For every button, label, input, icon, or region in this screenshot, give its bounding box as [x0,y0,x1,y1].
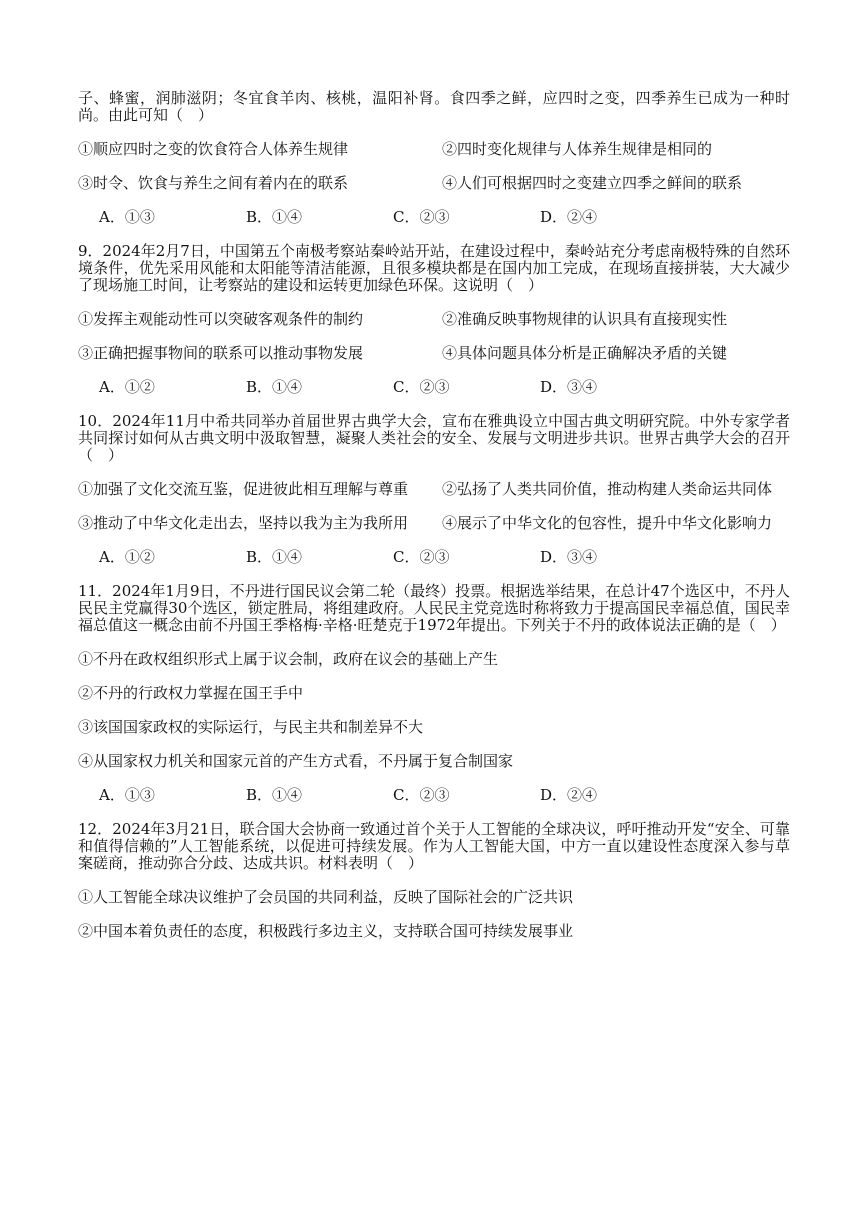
q10-choice-c: C．②③ [393,548,450,566]
q11-option-3: ③该国国家政权的实际运行，与民主共和制差异不大 [78,718,424,736]
q9-choice-d: D．③④ [540,378,598,396]
q8-answer-choices [78,209,790,226]
q8-option-4: ④人们可根据四时之变建立四季之鲜间的联系 [442,174,743,192]
q9-choice-a: A．①② [99,378,155,396]
q8-choice-a: A．①③ [99,208,155,226]
q9-option-1: ①发挥主观能动性可以突破客观条件的制约 [78,310,364,328]
q8-options-row-1 [78,141,790,158]
q8-choice-b: B．①④ [246,208,303,226]
q10-choice-b: B．①④ [246,548,303,566]
q11-stem: 11．2024年1月9日，不丹进行国民议会第二轮（最终）投票。根据选举结果，在总计47个选区中，不丹人民民主党赢得30个选区，锁定胜局，将组建政府。人民民主党竞选时称将致力于提高国民幸福总值，国民幸福总值这一概念由前不丹国王季格梅·辛格·旺楚克于1972年提出。下列关于不丹的政体说法正确的是（ ） [78,582,790,634]
q10-option-2: ②弘扬了人类共同价值，推动构建人类命运共同体 [442,480,773,498]
q9-option-4: ④具体问题具体分析是正确解决矛盾的关键 [442,344,728,362]
q12-option-1: ①人工智能全球决议维护了会员国的共同利益，反映了国际社会的广泛共识 [78,888,574,906]
q10-options-row-1 [78,481,790,498]
q11-choice-b: B．①④ [246,786,303,804]
q9-stem: 9．2024年2月7日，中国第五个南极考察站秦岭站开站，在建设过程中，秦岭站充分考虑南极特殊的自然环境条件，优先采用风能和太阳能等清洁能源，且很多模块都是在国内加工完成，在现场直接拼装，大大减少了现场施工时间，让考察站的建设和运转更加绿色环保。这说明（ ） [78,242,790,294]
q9-options-row-1 [78,311,790,328]
q11-choice-a: A．①③ [99,786,155,804]
q9-choice-b: B．①④ [246,378,303,396]
q10-answer-choices [78,549,790,566]
q8-stem: 子、蜂蜜，润肺滋阴；冬宜食羊肉、核桃，温阳补肾。食四季之鲜，应四时之变，四季养生已成为一种时尚。由此可知（ ） [78,89,790,124]
q11-choice-d: D．②④ [540,786,598,804]
exam-page [78,90,790,957]
q8-choice-c: C．②③ [393,208,450,226]
q8-choice-d: D．②④ [540,208,598,226]
q8-option-3: ③时令、饮食与养生之间有着内在的联系 [78,174,349,192]
q9-choice-c: C．②③ [393,378,450,396]
q11-option-1: ①不丹在政权组织形式上属于议会制，政府在议会的基础上产生 [78,650,499,668]
q10-options-row-2 [78,515,790,532]
q9-option-3: ③正确把握事物间的联系可以推动事物发展 [78,344,364,362]
q10-choice-a: A．①② [99,548,155,566]
q9-answer-choices [78,379,790,396]
q10-option-1: ①加强了文化交流互鉴，促进彼此相互理解与尊重 [78,480,409,498]
q8-options-row-2 [78,175,790,192]
q12-option-2: ②中国本着负责任的态度，积极践行多边主义，支持联合国可持续发展事业 [78,922,574,940]
q10-choice-d: D．③④ [540,548,598,566]
q11-option-2: ②不丹的行政权力掌握在国王手中 [78,684,304,702]
q10-option-3: ③推动了中华文化走出去，坚持以我为主为我所用 [78,514,409,532]
q8-option-1: ①顺应四时之变的饮食符合人体养生规律 [78,140,349,158]
q10-option-4: ④展示了中华文化的包容性，提升中华文化影响力 [442,514,773,532]
q11-answer-choices [78,787,790,804]
q9-option-2: ②准确反映事物规律的认识具有直接现实性 [442,310,728,328]
q11-option-4: ④从国家权力机关和国家元首的产生方式看，不丹属于复合制国家 [78,752,514,770]
q8-option-2: ②四时变化规律与人体养生规律是相同的 [442,140,713,158]
q9-options-row-2 [78,345,790,362]
q10-stem: 10．2024年11月中希共同举办首届世界古典学大会，宣布在雅典设立中国古典文明研究院。中外专家学者共同探讨如何从古典文明中汲取智慧，凝聚人类社会的安全、发展与文明进步共识。世界古典学大会的召开（ ） [78,412,790,464]
q12-stem: 12．2024年3月21日，联合国大会协商一致通过首个关于人工智能的全球决议，呼吁推动开发“安全、可靠和值得信赖的”人工智能系统，以促进可持续发展。作为人工智能大国，中方一直以建设性态度深入参与草案磋商，推动弥合分歧、达成共识。材料表明（ ） [78,820,790,872]
q11-choice-c: C．②③ [393,786,450,804]
